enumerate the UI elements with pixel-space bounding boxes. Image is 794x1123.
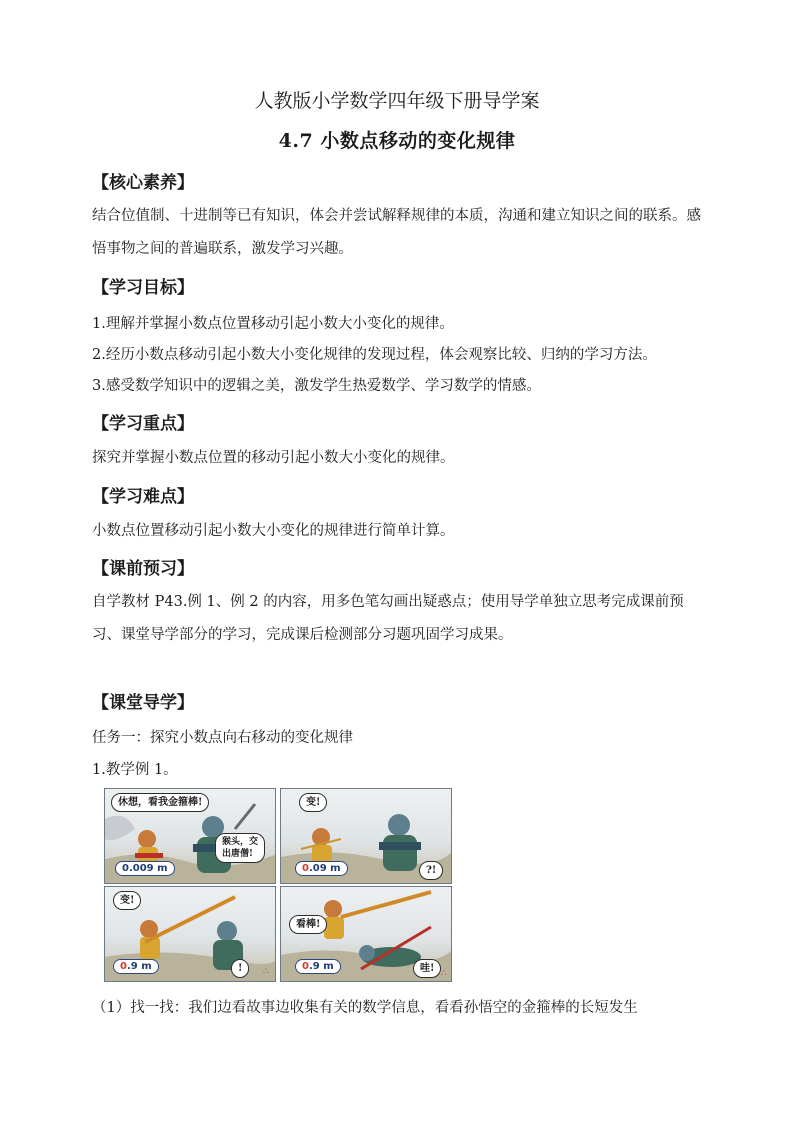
speech-line: 猴头，交 (222, 837, 259, 847)
measure-value: .9 m (308, 961, 334, 972)
measure-value: 0.009 m (122, 863, 168, 874)
speech-bubble: 休想，看我金箍棒! (111, 793, 209, 812)
measure-value: .9 m (126, 961, 152, 972)
task-one-title: 任务一：探究小数点向右移动的变化规律 (92, 730, 353, 746)
preview-text: 自学教材 P43.例 1、例 2 的内容，用多色笔勾画出疑惑点；使用导学单独立思考完成课前预习、课堂导学部分的学习，完成课后检测部分习题巩固学习成果。 (92, 594, 684, 643)
monkey-king-figure (324, 892, 431, 939)
speech-line: 出唐僧! (222, 849, 253, 859)
document-title: 人教版小学数学四年级下册导学案 (254, 90, 540, 112)
heading-goals: 【学习目标】 (92, 278, 194, 298)
goal-item-3: 3.感受数学知识中的逻辑之美，激发学生热爱数学、学习数学的情感。 (92, 378, 541, 394)
staff-length-label (295, 959, 341, 974)
goal-item-2: 2.经历小数点移动引起小数大小变化规律的发现过程，体会观察比较、归纳的学习方法。 (92, 347, 657, 363)
comic-panel-3 (104, 886, 276, 982)
comic-panel-4 (280, 886, 452, 982)
example-label: 1.教学例 1。 (92, 762, 178, 778)
heading-difficulty: 【学习难点】 (92, 487, 194, 507)
difficulty-text: 小数点位置移动引起小数大小变化的规律进行简单计算。 (92, 523, 455, 539)
speech-bubble: 变! (113, 891, 141, 910)
staff-length-label (115, 861, 175, 876)
comic-panel-1 (104, 788, 276, 884)
measure-lead: 0 (302, 961, 309, 972)
comic-illustration (104, 788, 450, 980)
speech-bubble: ! (231, 959, 249, 978)
question-text: （1）找一找：我们边看故事边收集有关的数学信息，看看孙悟空的金箍棒的长短发生 (92, 1000, 638, 1016)
measure-lead: 0 (302, 863, 309, 874)
decorative-dots: ∴ (263, 967, 269, 977)
core-text: 结合位值制、十进制等已有知识，体会并尝试解释规律的本质，沟通和建立知识之间的联系。感悟事物之间的普遍联系，激发学习兴趣。 (92, 208, 701, 257)
staff-length-label (295, 861, 348, 876)
speech-bubble: 变! (299, 793, 327, 812)
goal-item-1: 1.理解并掌握小数点位置移动引起小数大小变化的规律。 (92, 316, 454, 332)
staff-length-label (113, 959, 159, 974)
heading-preview: 【课前预习】 (92, 559, 194, 579)
measure-value: .09 m (308, 863, 341, 874)
demon-figure (379, 814, 421, 871)
speech-bubble (215, 833, 265, 863)
decorative-dots: ∴ (441, 969, 447, 979)
heading-key: 【学习重点】 (92, 414, 194, 434)
lesson-title: 4.7 小数点移动的变化规律 (278, 130, 516, 152)
key-text: 探究并掌握小数点位置的移动引起小数大小变化的规律。 (92, 450, 455, 466)
heading-core: 【核心素养】 (92, 173, 194, 193)
speech-bubble: 看棒! (289, 915, 327, 934)
comic-panel-2 (280, 788, 452, 884)
speech-bubble: ?! (419, 861, 443, 880)
heading-classroom: 【课堂导学】 (92, 693, 194, 713)
measure-lead: 0 (120, 961, 127, 972)
speech-bubble: 哇! (413, 959, 441, 978)
